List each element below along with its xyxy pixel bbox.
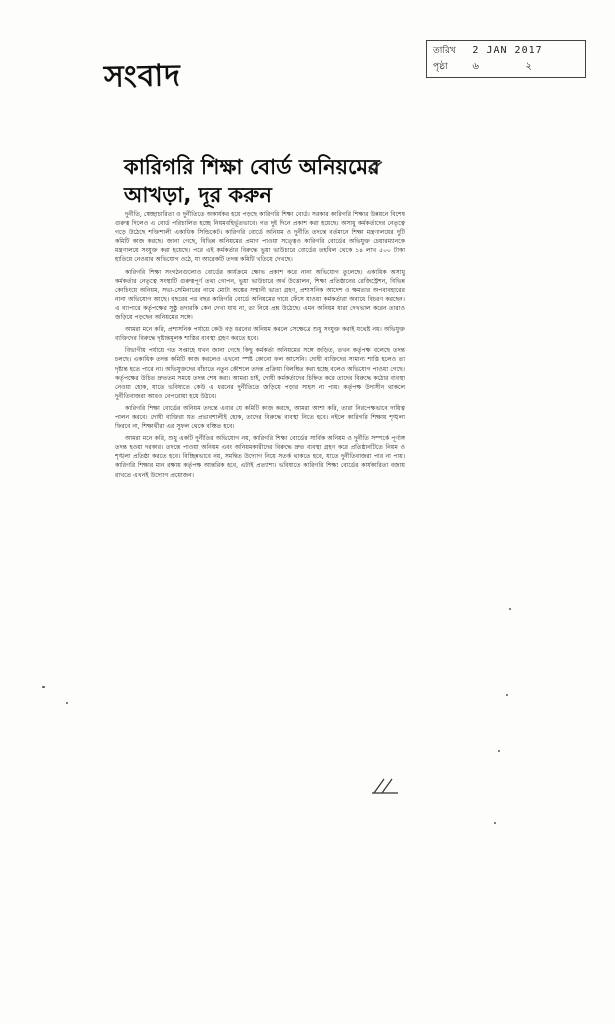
scan-speck	[498, 750, 500, 752]
stamp-page-label: পৃষ্ঠা	[433, 62, 448, 72]
stamp-page-row	[433, 59, 579, 75]
article-paragraph-3: আমরা মনে করি, প্রশাসনিক পর্যায়ে কেউ বড় ধরনের অনিয়ম করলে সেক্ষেত্রে শুধু সংযুক্ত করাই যথেষ্ট নয়। অভিযুক্ত ব্যক্তিদের বিরুদ্ধে দৃষ্টান্তমূলক শাস্তির ব্যবস্থা গ্রহণ করতে হবে।	[115, 326, 405, 343]
stamp-date-label: তারিখ	[433, 46, 456, 56]
headline-line-2: আখড়া, দূর করুন	[124, 183, 272, 207]
article-paragraph-5: কারিগরি শিক্ষা বোর্ডের অনিয়ম তদন্তে এবার যে কমিটি কাজ করছে, আমরা আশা করি, তারা নিরপেক্ষভাবে দায়িত্ব পালন করবে। দোষী ব্যক্তিরা যত প্রভাবশালীই হোক, তাদের বিরুদ্ধে ব্যবস্থা নিতে হবে। নইলে কারিগরি শিক্ষায় শৃঙ্খলা ফিরবে না, শিক্ষার্থীরা এর সুফল থেকে বঞ্চিত হবে।	[115, 404, 405, 431]
newspaper-masthead: সংবাদ	[103, 58, 182, 95]
article-body	[115, 210, 405, 800]
clipping-stamp	[426, 40, 586, 78]
quote-mark-icon	[365, 156, 387, 178]
scan-speck	[42, 686, 45, 688]
stamp-column-value: ২	[525, 61, 533, 72]
stamp-page-value: ৬	[472, 61, 480, 72]
article-paragraph-1: দুর্নীতি, স্বেচ্ছাচারিতা ও দুর্নীতিতে অকার্যকর হয়ে পড়ছে কারিগরি শিক্ষা বোর্ড। সরকার কারিগরি শিক্ষার উন্নয়নে বিশেষ গুরুত্ব দিলেও এ বোর্ড পরিচালিত হচ্ছে নিয়মবহির্ভূতভাবে। গত দুই দিনে প্রকাশ করা হয়েছে। অসাধু কর্মকর্তাদের নেতৃত্বে গড়ে উঠেছে শক্তিশালী একাধিক সিন্ডিকেট। কারিগরি বোর্ডে অনিয়ম ও দুর্নীতি তদন্তে বর্তমানে শিক্ষা মন্ত্রণালয়ের দুটি কমিটি কাজ করছে। জানা গেছে, বিভিন্ন অনিয়মের প্রমাণ পাওয়া সত্ত্বেও কারিগরি বোর্ডের অভিযুক্ত চেয়ারম্যানকে মন্ত্রণালয়ে সংযুক্ত করা হয়েছে। পরে এই কর্মকর্তার বিরুদ্ধে ভুয়া ভাউচারে বোর্ডের তহবিল থেকে ১৪ লাখ ৫০০ টাকা হাতিয়ে নেওয়ার অভিযোগ ওঠে, যা আরেকটি তদন্ত কমিটি খতিয়ে দেখছে।	[115, 211, 405, 264]
signoff-mark-icon	[370, 775, 400, 795]
article-paragraph-2: কারিগরি শিক্ষা সংগঠনগুলোও বোর্ডের কার্যক্রমে ক্ষোভ প্রকাশ করে নানা অভিযোগ তুলেছে। একাধিক অসাধু কর্মকর্তার নেতৃত্বে সংস্থাটি গুরুত্বপূর্ণ তথ্য গোপন, ভুয়া ভাউচারে অর্থ উত্তোলন, শিক্ষা প্রতিষ্ঠানের রেজিস্ট্রেশন, বিভিন্ন কোচিংয়ে অনিয়ম, সভা-সেমিনারের নামে মোটা অঙ্কের সম্মানী ভাতা গ্রহণ, প্রশাসনিক আদেশ ও ক্ষমতার অপব্যবহারের নানা অভিযোগ আছে। বছরের পর বছর কারিগরি বোর্ডে অনিয়মের দায়ে ফেঁসে যাওয়া কর্মকর্তারা অবাধে বিচরণ করছেন। এ ব্যাপারে কর্তৃপক্ষের সুষ্ঠু তদারকি কেন দেখা যায় না, তা নিয়ে প্রশ্ন উঠেছে। এমন অনিয়ম যারা দেখভাল করেন তারাও জড়িয়ে পড়ছেন অনিয়মের সঙ্গে।	[115, 268, 405, 322]
scan-speck	[66, 702, 68, 704]
scan-speck	[506, 694, 508, 696]
stamp-date-value: 2 JAN 2017	[472, 45, 543, 56]
headline-line-1: কারিগরি শিক্ষা বোর্ড অনিয়মের	[124, 155, 380, 179]
scan-speck	[509, 608, 511, 610]
article-paragraph-4: বিভাগীয় পর্যায়ে গত সপ্তাহে যখন জানা গেছে কিছু কর্মকর্তা অনিয়মের সঙ্গে জড়িত, তখন কর্তৃপক্ষ বলেছে তদন্ত চলছে। একাধিক তদন্ত কমিটি কাজ করলেও এখনো স্পষ্ট কোনো ফল আসেনি। দোষী ব্যক্তিদের সামান্য শাস্তি হলেও তা দৃষ্টান্ত হতে পারে না। অভিযুক্তদের বাঁচাতে নতুন কৌশলে তদন্ত প্রক্রিয়া বিলম্বিত করা হচ্ছে বলেও অভিযোগ পাওয়া গেছে। কর্তৃপক্ষের উচিত দ্রুততম সময়ে তদন্ত শেষ করা। আমরা চাই, দোষী কর্মকর্তাদের চিহ্নিত করে তাদের বিরুদ্ধে কঠোর ব্যবস্থা নেওয়া হোক, যাতে ভবিষ্যতে কেউ এ ধরনের দুর্নীতিতে জড়িয়ে পড়ার সাহস না পায়। কর্তৃপক্ষ উদাসীন থাকলে দুর্নীতিবাজরা আরও বেপরোয়া হয়ে উঠবে।	[115, 347, 405, 400]
stamp-date-row	[433, 43, 579, 59]
scan-speck	[494, 822, 496, 824]
article-paragraph-6: আমরা মনে করি, শুধু একটি দুর্নীতির অভিযোগ নয়, কারিগরি শিক্ষা বোর্ডের সার্বিক অনিয়ম ও দুর্নীতি সম্পর্কে পূর্ণাঙ্গ তদন্ত হওয়া দরকার। তদন্তে পাওয়া অনিয়ম এবং অনিয়মকারীদের বিরুদ্ধে দ্রুত ব্যবস্থা গ্রহণ করে প্রতিষ্ঠানটিতে নিয়ম ও শৃঙ্খলা প্রতিষ্ঠা করতে হবে। বিচ্ছিন্নভাবে নয়, সমন্বিত উদ্যোগ নিয়ে সতর্ক থাকতে হবে, যাতে দুর্নীতিবাজরা পার না পায়। কারিগরি শিক্ষার মান রক্ষায় কর্তৃপক্ষ আন্তরিক হবে, এটাই প্রত্যাশা। ভবিষ্যতে কারিগরি শিক্ষা বোর্ডের কার্যকারিতা বজায় রাখতে এখনই উদ্যোগ প্রয়োজন।	[115, 435, 405, 479]
